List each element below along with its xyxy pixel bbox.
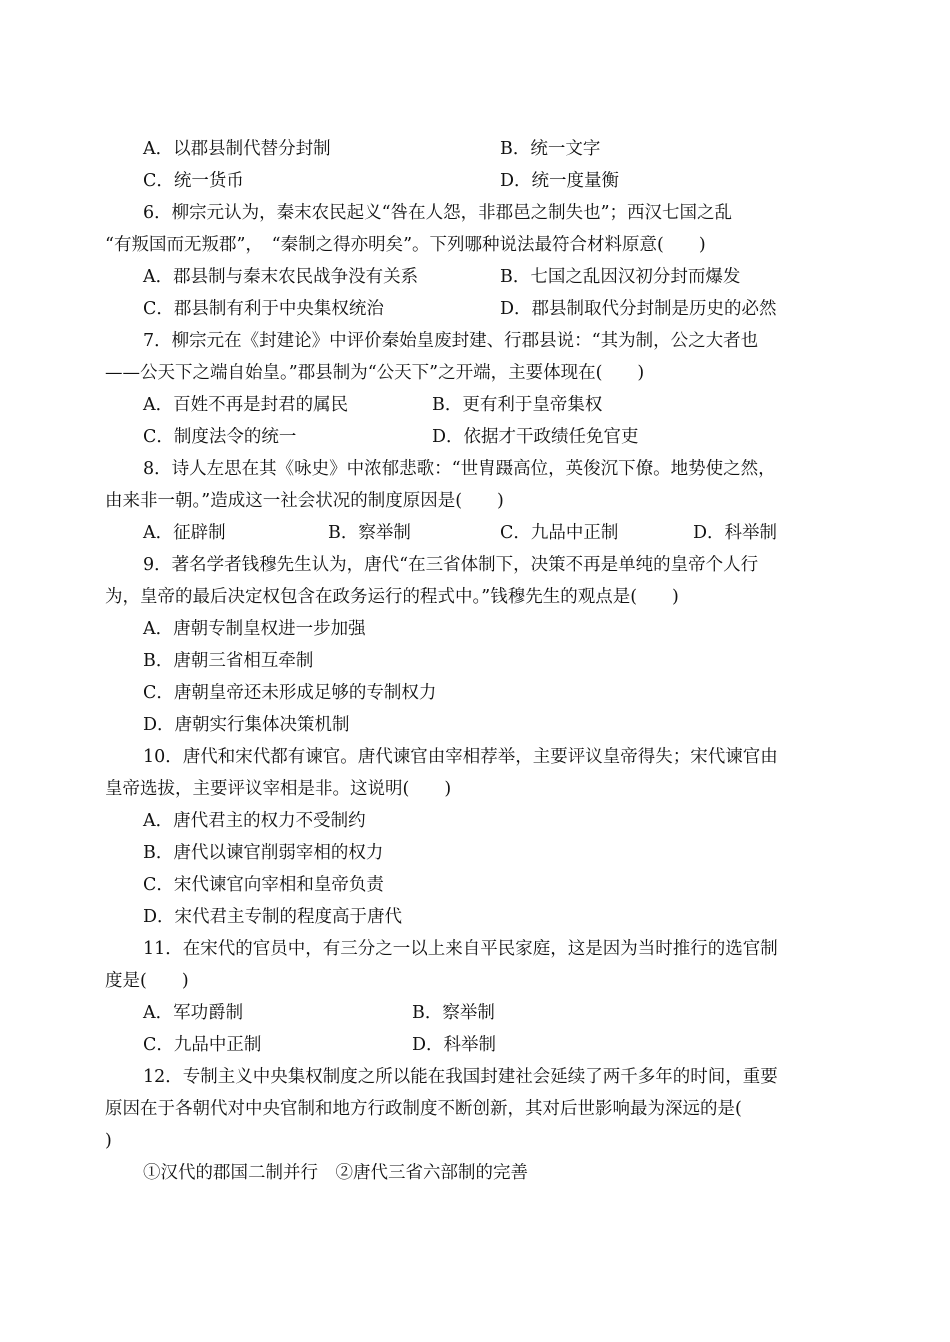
option-line: C．九品中正制 [143,1035,262,1055]
option-line: A．征辟制 [143,523,226,543]
option-line: B．唐代以谏官削弱宰相的权力 [143,843,384,863]
option-line: C．统一货币 [143,171,244,191]
question-line: 原因在于各朝代对中央官制和地方行政制度不断创新，其对后世影响最为深远的是( [105,1099,742,1119]
option-line: D．科举制 [412,1035,497,1055]
option-line: B．察举制 [328,523,411,543]
option-line: B．统一文字 [500,139,601,159]
option-line: C．宋代谏官向宰相和皇帝负责 [143,875,384,895]
option-line: A．唐朝专制皇权进一步加强 [143,619,366,639]
option-line: B．察举制 [412,1003,495,1023]
statement-line: ①汉代的郡国二制并行 ②唐代三省六部制的完善 [143,1163,528,1183]
question-line: ——公天下之端自始皇。”郡县制为“公天下”之开端，主要体现在( ) [105,363,645,383]
question-line: 7．柳宗元在《封建论》中评价秦始皇废封建、行郡县说：“其为制，公之大者也 [143,331,759,351]
option-line: D．郡县制取代分封制是历史的必然 [500,299,777,319]
question-line: 10．唐代和宋代都有谏官。唐代谏官由宰相荐举，主要评议皇帝得失；宋代谏官由 [143,747,778,767]
option-line: B．七国之乱因汉初分封而爆发 [500,267,741,287]
question-line: 由来非一朝。”造成这一社会状况的制度原因是( ) [105,491,504,511]
option-line: A．军功爵制 [143,1003,244,1023]
question-line: 9．著名学者钱穆先生认为，唐代“在三省体制下，决策不再是单纯的皇帝个人行 [143,555,759,575]
option-line: D．依据才干政绩任免官吏 [432,427,639,447]
question-line: 为，皇帝的最后决定权包含在政务运行的程式中。”钱穆先生的观点是( ) [105,587,679,607]
question-line: 11．在宋代的官员中，有三分之一以上来自平民家庭，这是因为当时推行的选官制 [143,939,778,959]
question-line: 皇帝选拔，主要评议宰相是非。这说明( ) [105,779,452,799]
option-line: A．唐代君主的权力不受制约 [143,811,366,831]
option-line: D．科举制 [693,523,778,543]
option-line: B．更有利于皇帝集权 [432,395,603,415]
question-line: “有叛国而无叛郡”， “秦制之得亦明矣”。下列哪种说法最符合材料原意( ) [105,235,706,255]
option-line: A．以郡县制代替分封制 [143,139,331,159]
question-line: 12．专制主义中央集权制度之所以能在我国封建社会延续了两千多年的时间，重要 [143,1067,778,1087]
option-line: C．九品中正制 [500,523,619,543]
question-line: ) [105,1131,112,1151]
option-line: B．唐朝三省相互牵制 [143,651,314,671]
option-line: C．制度法令的统一 [143,427,297,447]
option-line: D．统一度量衡 [500,171,620,191]
option-line: A．郡县制与秦末农民战争没有关系 [143,267,419,287]
question-line: 度是( ) [105,971,189,991]
question-line: 6．柳宗元认为，秦末农民起义“咎在人怨，非郡邑之制失也”；西汉七国之乱 [143,203,733,223]
question-line: 8．诗人左思在其《咏史》中浓郁悲歌：“世胄蹑高位，英俊沉下僚。地势使之然， [143,459,776,479]
option-line: D．唐朝实行集体决策机制 [143,715,350,735]
option-line: A．百姓不再是封君的属民 [143,395,349,415]
option-line: C．郡县制有利于中央集权统治 [143,299,384,319]
option-line: C．唐朝皇帝还未形成足够的专制权力 [143,683,437,703]
option-line: D．宋代君主专制的程度高于唐代 [143,907,403,927]
